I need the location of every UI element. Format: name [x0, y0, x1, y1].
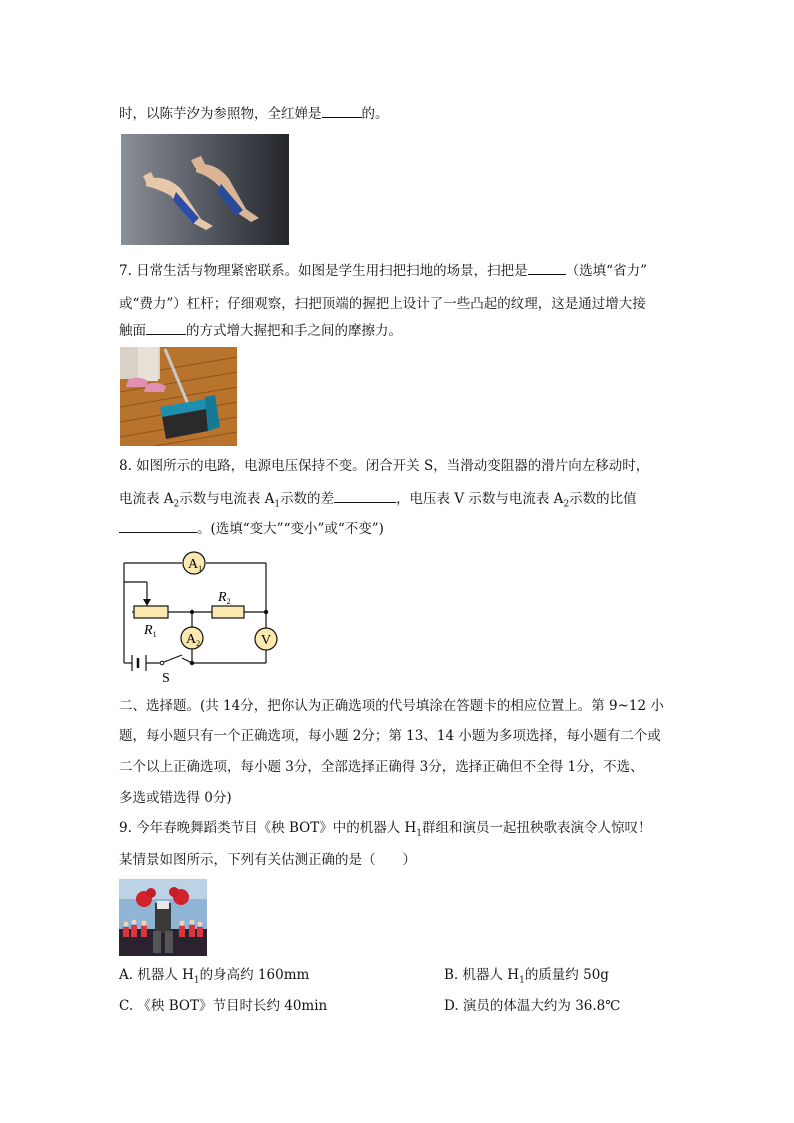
ammeter-a2-label: $A_2$ [186, 632, 201, 648]
section2-line-1: 二、选择题。(共 14分，把你认为正确选项的代号填涂在答题卡的相应位置上。第 9~12 小 [119, 698, 664, 714]
q8-line-2: 电流表 $A_2$示数与电流表 $A_1$示数的差 ，电压表 V 示数与电流表 $A_2$示数的比值 [119, 488, 637, 515]
option-d[interactable]: D. 演员的体温大约为 36.8℃ [444, 998, 621, 1014]
resistor-r2-label: $R_2$ [218, 590, 231, 606]
answer-blank[interactable] [528, 260, 566, 275]
switch-label: S [162, 671, 170, 686]
ammeter-a1-label: $A_1$ [188, 557, 203, 573]
resistor-r1-label: $R_1$ [144, 623, 157, 639]
section2-line-3: 二个以上正确选项，每小题 3分，全部选择正确得 3分，选择正确但不全得 1分，不选、 [119, 759, 644, 775]
q9-line-1: 9. 今年春晚舞蹈类节目《秧 BOT》中的机器人 $H_1$群组和演员一起扭秧歌表演令人惊叹！ [119, 820, 652, 839]
q8-line-3: 。(选填“变大”“变小”或“不变”) [119, 518, 384, 539]
broom-photo [120, 347, 237, 446]
stage-photo [119, 879, 207, 956]
section2-line-2: 题，每小题只有一个正确选项，每小题 2分；第 13、14 小题为多项选择，每小题有二个或 [119, 728, 661, 744]
option-c[interactable]: C. 《秧 BOT》节目时长约 40min [119, 998, 328, 1014]
answer-blank[interactable] [334, 488, 396, 503]
diving-photo [121, 134, 289, 245]
q9-line-2: 某情景如图所示，下列有关估测正确的是（ ） [119, 852, 416, 868]
q8-line-1: 8. 如图所示的电路，电源电压保持不变。闭合开关 S，当滑动变阻器的滑片向左移动时， [119, 458, 650, 474]
voltmeter-label: V [261, 633, 272, 648]
answer-blank[interactable] [119, 518, 197, 533]
q6-tail: 时，以陈芋汐为参照物，全红婵是 的。 [119, 103, 389, 124]
q7-line-1: 7. 日常生活与物理紧密联系。如图是学生用扫把扫地的场景，扫把是 （选填“省力” [119, 260, 647, 281]
circuit-diagram [110, 545, 290, 690]
section2-line-4: 多选或错选得 0分) [119, 790, 232, 806]
option-a[interactable]: A. 机器人 $H_1$的身高约 160mm [119, 967, 310, 986]
q7-line-3: 触面 的方式增大握把和手之间的摩擦力。 [119, 320, 402, 341]
answer-blank[interactable] [146, 320, 186, 335]
answer-blank[interactable] [322, 103, 362, 118]
q7-line-2: 或“费力”）杠杆；仔细观察，扫把顶端的握把上设计了一些凸起的纹理，这是通过增大接 [119, 296, 646, 312]
option-b[interactable]: B. 机器人 $H_1$的质量约 50g [444, 967, 609, 986]
